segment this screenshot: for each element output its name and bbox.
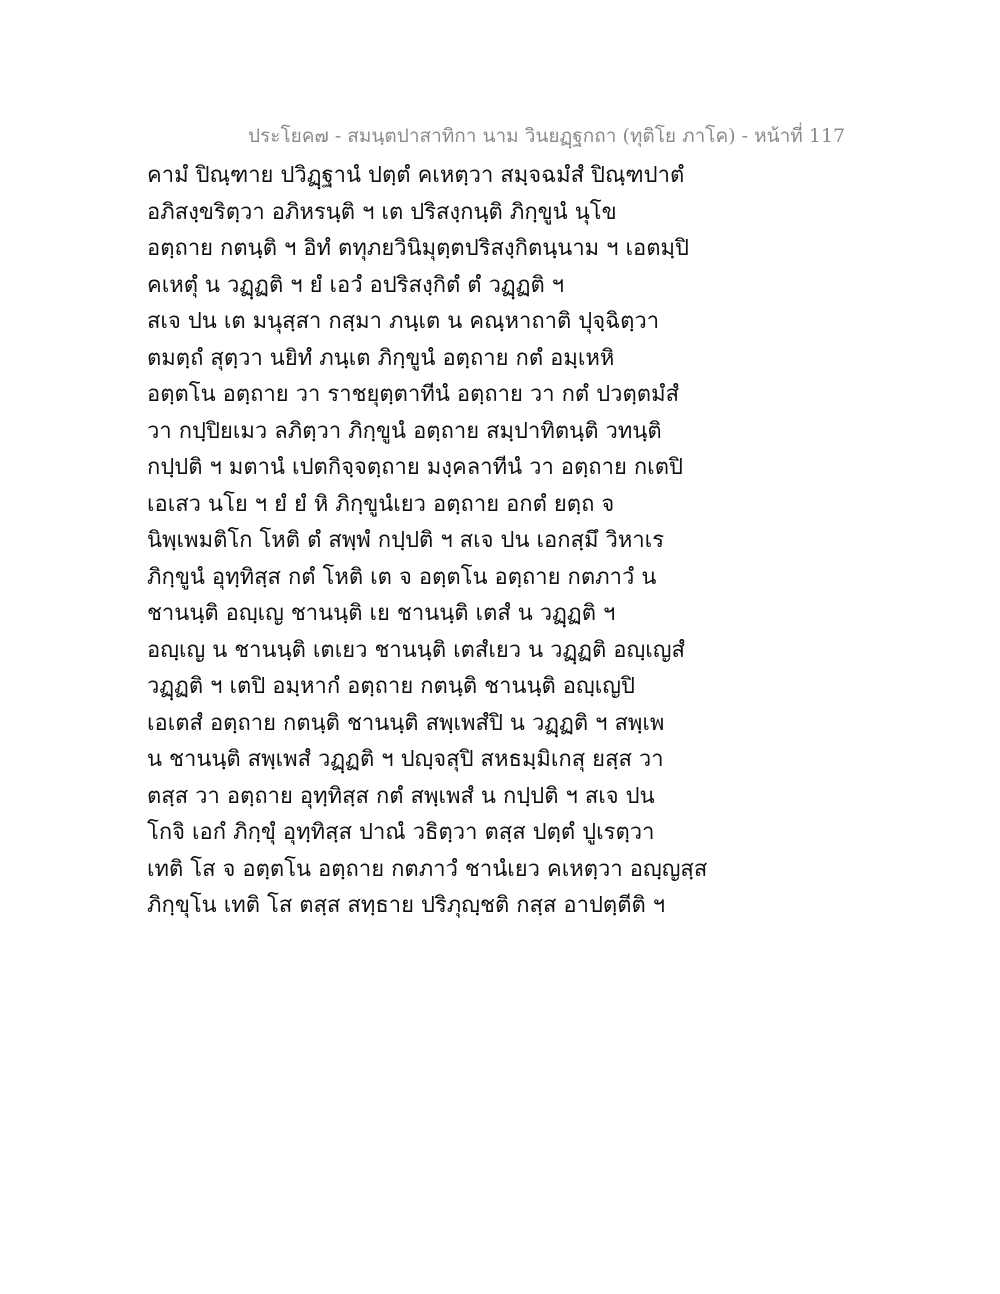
running-header: ประโยค๗ - สมนฺตปาสาทิกา นาม วินยฏฺฐกถา (ทุติโย ภาโค) - หน้าที่ 117	[248, 125, 846, 147]
text-line: โกจิ เอกํ ภิกฺขุํ อุทฺทิสฺส ปาณํ วธิตฺวา ตสฺส ปตฺตํ ปูเรตฺวา	[147, 820, 655, 845]
text-line: วา กปฺปิยเมว ลภิตฺวา ภิกฺขูนํ อตฺถาย สมฺปาทิตนฺติ วทนฺติ	[147, 418, 662, 444]
text-line: ภิกฺขุโน เทติ โส ตสฺส สทฺธาย ปริภุญฺชติ กสฺส อาปตฺตีติ ฯ	[147, 893, 666, 918]
text-line: ภิกฺขูนํ อุทฺทิสฺส กตํ โหติ เต จ อตฺตโน อตฺถาย กตภาวํ น	[147, 564, 657, 590]
text-line: อตฺถาย กตนฺติ ฯ อิทํ ตทุภยวินิมุตฺตปริสงฺกิตนฺนาม ฯ เอตมฺปิ	[147, 236, 690, 261]
text-line: เอเสว นโย ฯ ยํ ยํ หิ ภิกฺขูนํเยว อตฺถาย อกตํ ยตฺถ จ	[147, 491, 615, 517]
text-line: ชานนฺติ อญฺเญ ชานนฺติ เย ชานนฺติ เตสํ น วฏฺฏติ ฯ	[147, 601, 616, 626]
text-line: คามํ ปิณฺฑาย ปวิฏฺฐานํ ปตฺตํ คเหตฺวา สมฺจฉมํสํ ปิณฺฑปาตํ	[147, 163, 685, 188]
text-line: อภิสงฺขริตฺวา อภิหรนฺติ ฯ เต ปริสงฺกนฺติ ภิกฺขูนํ นุโข	[147, 199, 617, 225]
text-line: อญฺเญ น ชานนฺติ เตเยว ชานนฺติ เตสํเยว น วฏฺฏติ อญฺเญสํ	[147, 637, 685, 663]
text-line: เอเตสํ อตฺถาย กตนฺติ ชานนฺติ สพฺเพสํปิ น วฏฺฏติ ฯ สพฺเพ	[147, 710, 665, 736]
body-text	[147, 158, 867, 925]
text-line: คเหตุํ น วฏฺฏติ ฯ ยํ เอวํ อปริสงฺกิตํ ตํ วฏฺฏติ ฯ	[147, 272, 565, 298]
text-line: ตมตฺถํ สุตฺวา นยิทํ ภนฺเต ภิกฺขูนํ อตฺถาย กตํ อมฺเหหิ	[147, 345, 615, 371]
text-line: ตสฺส วา อตฺถาย อุทฺทิสฺส กตํ สพฺเพสํ น กปฺปติ ฯ สเจ ปน	[147, 783, 655, 809]
text-line: วฏฺฏติ ฯ เตปิ อมฺหากํ อตฺถาย กตนฺติ ชานนฺติ อญฺเญปิ	[147, 674, 635, 699]
text-line: เทติ โส จ อตฺตโน อตฺถาย กตภาวํ ชานํเยว คเหตฺวา อญฺญสฺส	[147, 856, 708, 882]
text-line: อตฺตโน อตฺถาย วา ราชยุตฺตาทีนํ อตฺถาย วา กตํ ปวตฺตมํสํ	[147, 382, 680, 407]
text-line: นิพฺเพมติโก โหติ ตํ สพฺพํ กปฺปติ ฯ สเจ ปน เอกสฺมึ วิหาเร	[147, 528, 665, 553]
text-line: กปฺปติ ฯ มตานํ เปตกิจฺจตฺถาย มงฺคลาทีนํ วา อตฺถาย กเตปิ	[147, 455, 683, 480]
text-line: สเจ ปน เต มนุสฺสา กสฺมา ภนฺเต น คณฺหาถาติ ปุจฺฉิตฺวา	[147, 309, 660, 334]
text-line: น ชานนฺติ สพฺเพสํ วฏฺฏติ ฯ ปญฺจสุปิ สหธมฺมิเกสุ ยสฺส วา	[147, 747, 664, 772]
